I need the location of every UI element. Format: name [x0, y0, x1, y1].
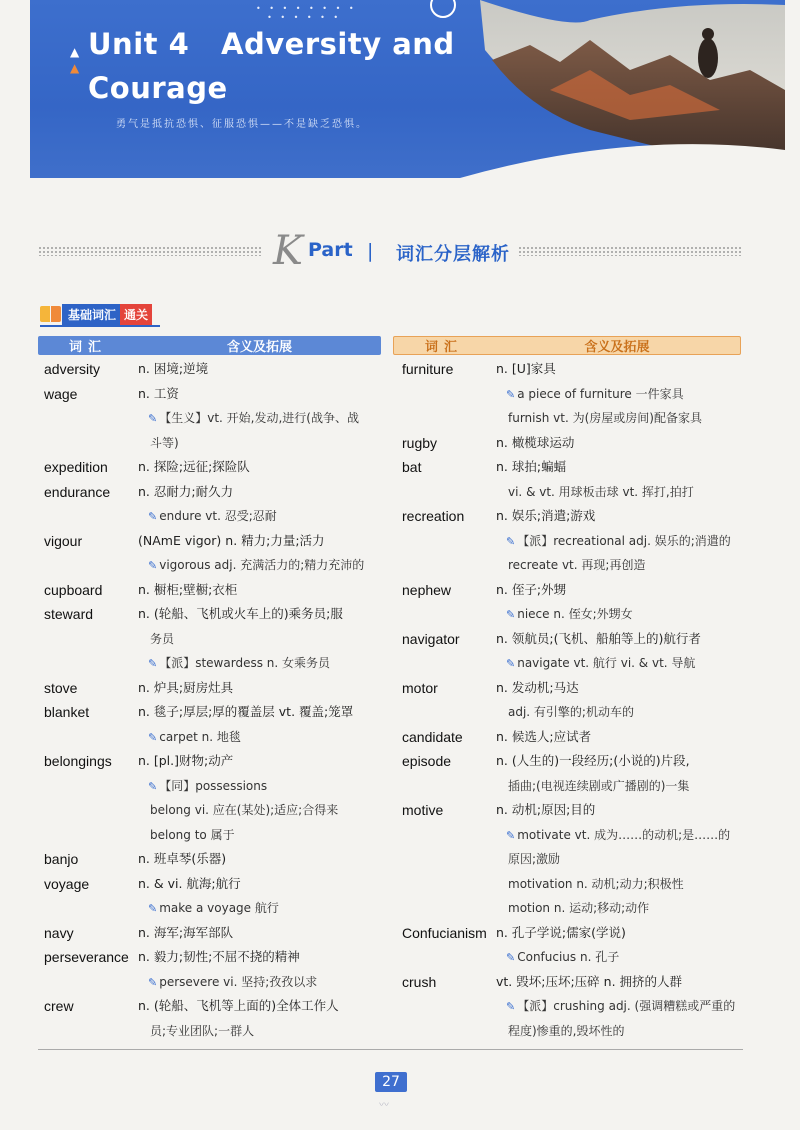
header-meaning: 含义及拓展 [226, 340, 292, 355]
table-header-right [393, 336, 741, 355]
vocab-meaning: n. 探险;远征;探险队 [138, 459, 250, 474]
vocab-meaning: n. 橱柜;壁橱;衣柜 [138, 581, 238, 597]
vocab-meaning: n. [U]家具 [496, 361, 556, 376]
pencil-icon: ✎ [148, 657, 158, 670]
part-label: Part [308, 239, 353, 261]
dotted-rule [518, 246, 743, 256]
part-title: 词汇分层解析 [396, 244, 510, 265]
pencil-icon: ✎ [148, 730, 158, 744]
vocab-extension: endure vt. 忍受;忍耐 [159, 509, 277, 523]
vocab-word: belongings [44, 753, 112, 769]
unit-banner [30, 0, 785, 178]
vocab-meaning [506, 383, 684, 406]
vocab-meaning: (NAmE vigor) n. 精力;力量;活力 [138, 532, 325, 548]
pencil-icon: ✎ [148, 412, 158, 425]
vocab-word: rugby [402, 434, 438, 451]
vocab-meaning: motivation n. 动机;动力;积极性 [508, 876, 684, 891]
part-heading [38, 228, 743, 274]
vocab-word: banjo [44, 851, 79, 867]
vocab-meaning: n. (轮船、飞机或火车上的)乘务员;服 [138, 606, 343, 621]
vocab-meaning [148, 652, 330, 675]
vocab-extension: niece n. 侄女;外甥女 [517, 607, 633, 621]
page-number: 27 [375, 1072, 407, 1092]
vocab-extension: vigorous adj. 充满活力的;精力充沛的 [159, 558, 365, 572]
vocab-extension: a piece of furniture 一件家具 [517, 386, 684, 401]
header-word: 词汇 [424, 340, 463, 355]
vocab-meaning: n. (人生的)一段经历;(小说的)片段, [496, 753, 690, 768]
swirl-icon: 〰 [379, 1100, 389, 1111]
vocab-meaning: recreate vt. 再现;再创造 [508, 558, 646, 572]
section-tag [40, 304, 152, 324]
decorative-dots: • • • • • • • • • • • • • • [256, 4, 357, 22]
footer-rule [38, 1049, 743, 1050]
vocab-meaning: n. 炉具;厨房灶具 [138, 679, 234, 695]
vocab-word: blanket [44, 704, 90, 720]
vocab-word: adversity [44, 361, 101, 377]
vocab-meaning: n. [pl.]财物;动产 [138, 753, 234, 768]
vocab-meaning: 斗等) [150, 435, 179, 450]
vocab-meaning: n. 动机;原因;目的 [496, 802, 596, 817]
vocab-word: steward [44, 606, 94, 622]
pencil-icon: ✎ [506, 534, 516, 548]
pencil-icon: ✎ [506, 387, 516, 401]
triangle-icon: ▲ [70, 45, 80, 59]
pencil-icon: ✎ [506, 828, 516, 842]
vocab-word: vigour [44, 532, 83, 549]
vocab-meaning: vt. 毁坏;压坏;压碎 n. 拥挤的人群 [496, 973, 683, 989]
vocab-meaning [506, 946, 619, 969]
vocab-meaning [506, 530, 731, 553]
vocab-word: recreation [402, 508, 465, 524]
vocab-meaning: n. (轮船、飞机等上面的)全体工作人 [138, 998, 339, 1013]
vocab-meaning: n. 班卓琴(乐器) [138, 851, 227, 866]
vocab-meaning: n. 球拍;蝙蝠 [496, 459, 567, 474]
vocab-meaning: n. 孔子学说;儒家(学说) [496, 924, 626, 940]
pencil-icon: ✎ [506, 657, 516, 670]
vocab-meaning: n. 忍耐力;耐久力 [138, 483, 234, 499]
unit-title [70, 22, 455, 110]
section-label-badge: 通关 [120, 304, 152, 325]
vocab-meaning: n. 娱乐;消遣;游戏 [496, 508, 596, 523]
vocab-meaning: 程度)惨重的,毁坏性的 [508, 1023, 625, 1038]
pencil-icon: ✎ [506, 951, 516, 964]
vocab-word: motive [402, 802, 444, 818]
vocab-extension: carpet n. 地毯 [159, 729, 241, 744]
vocab-word: cupboard [44, 581, 103, 598]
vocab-meaning: n. 领航员;(飞机、船舶等上的)航行者 [496, 630, 701, 646]
vocab-meaning: motion n. 运动;移动;动作 [508, 901, 650, 915]
triangle-icon: ▲ [70, 61, 80, 75]
vocab-word: wage [44, 385, 78, 402]
vocab-word: perseverance [44, 949, 129, 965]
vocab-extension: make a voyage 航行 [159, 901, 279, 915]
unit-subtitle: 勇气是抵抗恐惧、征服恐惧——不是缺乏恐惧。 [116, 119, 368, 130]
vocab-word: expedition [44, 459, 108, 475]
vocab-meaning: n. 橄榄球运动 [496, 434, 575, 450]
vocab-word: crew [44, 998, 74, 1014]
section-underline [40, 325, 160, 327]
vocab-word: navigator [402, 630, 460, 647]
vocab-meaning: 原因;激励 [508, 852, 561, 866]
pencil-icon: ✎ [148, 510, 158, 523]
section-label: 基础词汇 [62, 304, 120, 325]
vocab-meaning: furnish vt. 为(房屋或房间)配备家具 [508, 411, 702, 425]
vocab-word: motor [402, 679, 438, 696]
unit-title-line2: Courage [88, 71, 228, 105]
vocab-meaning [506, 603, 633, 626]
vocab-meaning: belong vi. 应在(某处);适应;合得来 [150, 803, 339, 817]
pencil-icon: ✎ [148, 975, 158, 989]
vocab-meaning [148, 726, 241, 749]
vocab-word: furniture [402, 361, 454, 377]
pencil-icon: ✎ [506, 1000, 516, 1013]
vocab-meaning: n. 侄子;外甥 [496, 581, 567, 597]
vocab-meaning: vi. & vt. 用球板击球 vt. 挥打,拍打 [508, 484, 694, 499]
vocab-meaning: belong to 属于 [150, 827, 235, 842]
vocab-extension: persevere vi. 坚持;孜孜以求 [159, 974, 318, 989]
vocab-word: Confucianism [402, 924, 487, 941]
vocab-meaning: n. 海军;海军部队 [138, 924, 234, 940]
vocab-extension: 【生义】vt. 开始,发动,进行(战争、战 [159, 411, 359, 425]
vocab-word: stove [44, 679, 78, 696]
vocab-meaning [148, 897, 279, 920]
vocab-word: bat [402, 459, 422, 475]
book-icon [40, 305, 62, 323]
pencil-icon: ✎ [148, 779, 158, 793]
vocab-meaning: n. 困境;逆境 [138, 361, 209, 376]
vocab-meaning [506, 824, 730, 847]
vocab-meaning [148, 407, 359, 430]
vocab-extension: 【派】recreational adj. 娱乐的;消遣的 [517, 533, 731, 548]
pencil-icon: ✎ [506, 608, 516, 621]
vocab-meaning: n. 毯子;厚层;厚的覆盖层 vt. 覆盖;笼罩 [138, 704, 354, 719]
vocab-meaning [148, 554, 364, 577]
vocab-meaning [148, 775, 267, 798]
vocab-meaning [148, 505, 277, 528]
pencil-icon: ✎ [148, 902, 158, 915]
vocab-extension: 【同】possessions [159, 778, 268, 793]
vocab-word: candidate [402, 728, 463, 745]
vocab-word: navy [44, 924, 74, 941]
vocab-meaning: 务员 [150, 631, 175, 646]
dotted-rule [38, 246, 263, 256]
vocab-extension: Confucius n. 孔子 [517, 950, 620, 964]
vocab-meaning: 插曲;(电视连续剧或广播剧的)一集 [508, 778, 690, 793]
vocab-word: episode [402, 753, 452, 769]
vocab-word: voyage [44, 875, 90, 892]
vocab-meaning: n. 候选人;应试者 [496, 728, 592, 744]
vocab-meaning: n. & vi. 航海;航行 [138, 875, 241, 891]
vocab-meaning [506, 995, 735, 1018]
vocab-word: endurance [44, 483, 111, 500]
vocab-meaning [148, 971, 317, 994]
unit-title-line1: Unit 4 Adversity and [88, 27, 455, 61]
vocab-meaning: 员;专业团队;一群人 [150, 1023, 255, 1038]
vocab-extension: motivate vt. 成为……的动机;是……的 [517, 827, 731, 842]
vocab-extension: 【派】crushing adj. (强调糟糕或严重的 [517, 999, 736, 1013]
vocab-extension: navigate vt. 航行 vi. & vt. 导航 [517, 656, 696, 670]
part-separator: | [367, 240, 374, 262]
header-meaning: 含义及拓展 [584, 340, 650, 355]
header-word: 词汇 [68, 340, 107, 355]
pencil-icon: ✎ [148, 559, 158, 572]
table-header-left [38, 336, 381, 355]
part-letter: K [273, 228, 303, 274]
vocab-meaning: n. 毅力;韧性;不屈不挠的精神 [138, 949, 300, 964]
vocab-extension: 【派】stewardess n. 女乘务员 [159, 656, 331, 670]
vocab-word: crush [402, 973, 437, 990]
vocab-word: nephew [402, 581, 452, 598]
vocab-meaning: n. 工资 [138, 385, 179, 401]
vocab-meaning: adj. 有引擎的;机动车的 [508, 705, 634, 719]
vocab-meaning: n. 发动机;马达 [496, 679, 579, 695]
vocab-meaning [506, 652, 695, 675]
